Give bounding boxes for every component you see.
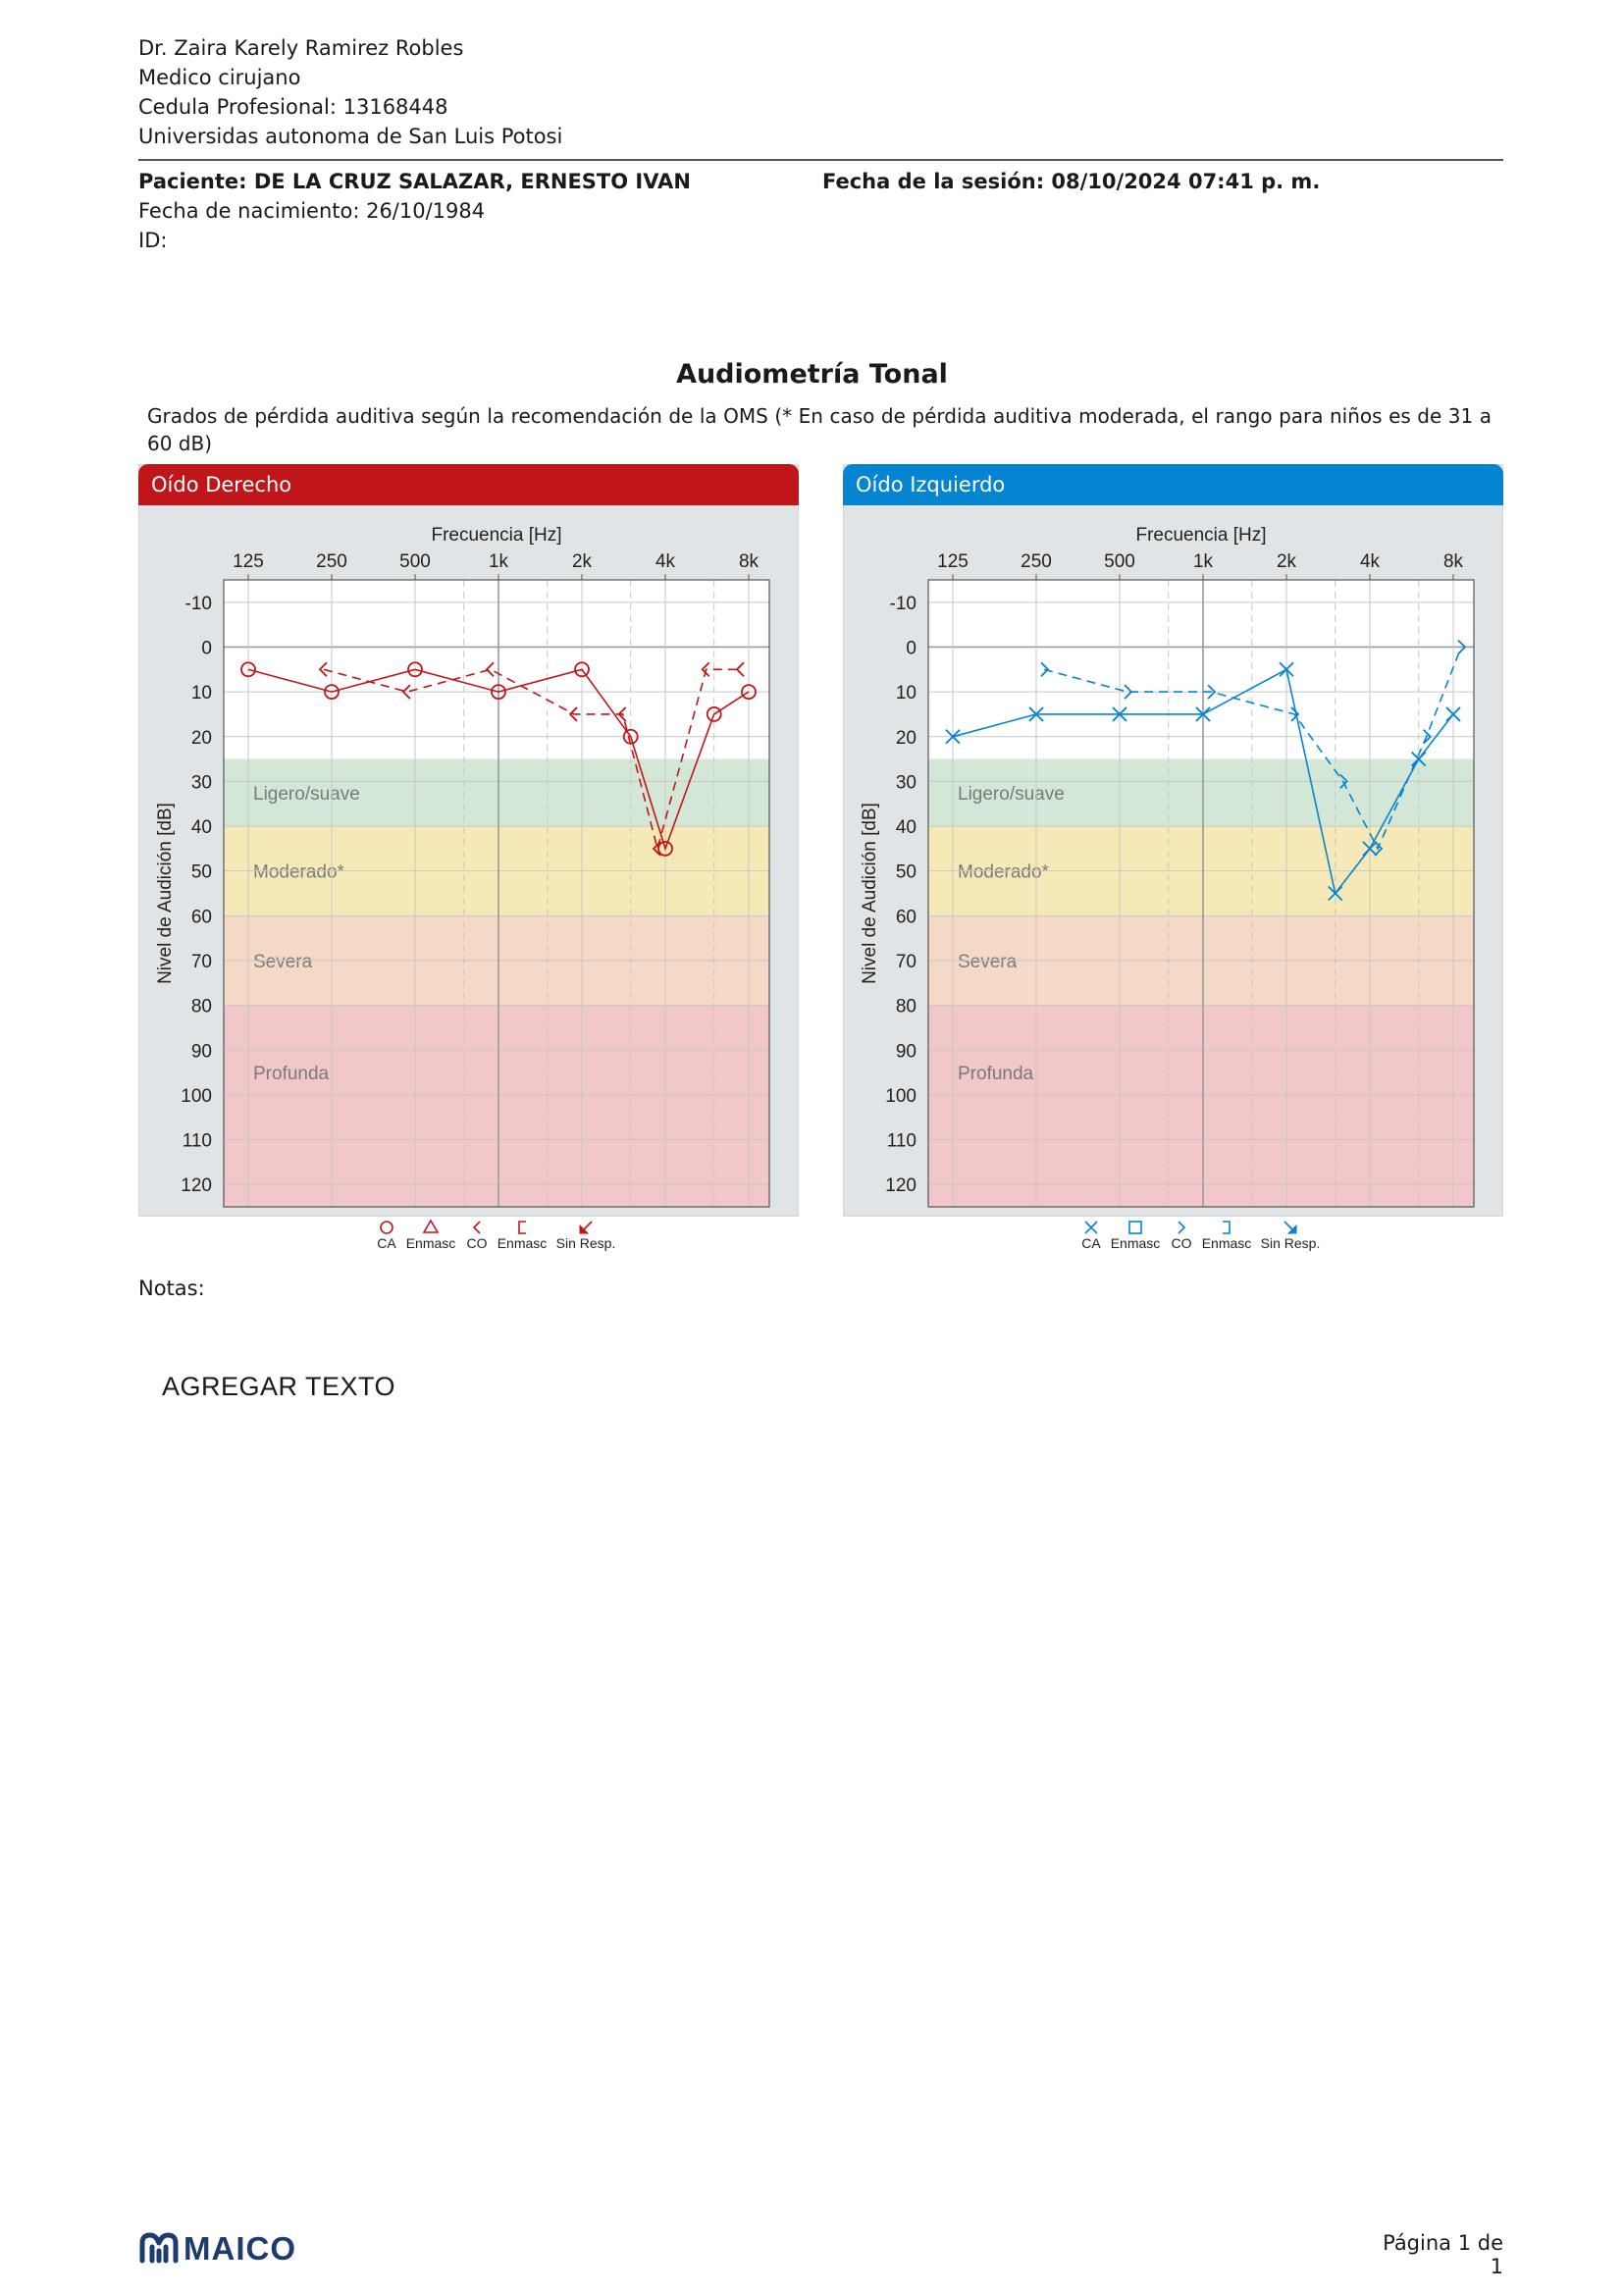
band-label: Ligero/suave bbox=[253, 783, 360, 805]
legend-icon bbox=[1085, 1222, 1097, 1233]
legend-label: CA bbox=[1081, 1235, 1101, 1251]
legend-icon bbox=[1223, 1222, 1230, 1233]
patient-birthdate: Fecha de nacimiento: 26/10/1984 bbox=[138, 199, 486, 223]
patient-id: ID: bbox=[138, 229, 168, 252]
doctor-license: Cedula Profesional: 13168448 bbox=[138, 95, 448, 119]
legend-label: Enmasc bbox=[1110, 1235, 1161, 1251]
legend-label: CO bbox=[1171, 1235, 1192, 1251]
legend-masked-ca-icon bbox=[424, 1221, 438, 1232]
legend-ca-icon bbox=[381, 1222, 393, 1233]
x-tick-label: 500 bbox=[399, 551, 431, 572]
header-divider bbox=[138, 159, 1503, 161]
y-tick-label: 50 bbox=[190, 861, 212, 883]
y-tick-label: 90 bbox=[895, 1041, 917, 1063]
y-tick-label: 120 bbox=[181, 1175, 212, 1197]
legend-co-icon bbox=[1179, 1222, 1184, 1233]
right-ear-header: Oído Derecho bbox=[138, 464, 799, 505]
doctor-name: Dr. Zaira Karely Ramirez Robles bbox=[138, 36, 464, 60]
y-tick-label: 80 bbox=[190, 996, 212, 1017]
y-tick-label: 40 bbox=[895, 817, 917, 839]
legend-label: CO bbox=[466, 1235, 488, 1251]
y-tick-label: 60 bbox=[190, 907, 212, 928]
x-tick-label: 125 bbox=[233, 551, 264, 572]
x-tick-label: 500 bbox=[1104, 551, 1135, 572]
y-tick-label: 10 bbox=[190, 683, 212, 704]
y-axis-label: Nivel de Audición [dB] bbox=[860, 803, 880, 984]
patient-name: Paciente: DE LA CRUZ SALAZAR, ERNESTO IVAN bbox=[138, 170, 691, 193]
doctor-university: Universidas autonoma de San Luis Potosi bbox=[138, 125, 563, 148]
x-tick-label: 8k bbox=[1442, 551, 1464, 572]
x-axis-label: Frecuencia [Hz] bbox=[431, 525, 562, 546]
y-tick-label: 100 bbox=[181, 1085, 212, 1107]
legend-masked-ca-icon bbox=[1129, 1222, 1141, 1233]
y-tick-label: 0 bbox=[201, 638, 212, 659]
y-tick-label: 70 bbox=[895, 951, 917, 972]
left-ear-audiogram bbox=[844, 506, 1504, 1251]
y-tick-label: 10 bbox=[895, 683, 917, 704]
legend-label: Sin Resp. bbox=[555, 1235, 616, 1251]
x-tick-label: 250 bbox=[1021, 551, 1052, 572]
y-tick-label: 90 bbox=[190, 1041, 212, 1063]
notes-label: Notas: bbox=[138, 1277, 205, 1300]
x-tick-label: 4k bbox=[655, 551, 676, 572]
right-ear-panel bbox=[138, 464, 799, 1251]
legend-icon bbox=[424, 1221, 438, 1232]
band-label: Moderado* bbox=[253, 861, 344, 883]
brand-logo bbox=[138, 2227, 335, 2270]
patient-info bbox=[138, 167, 1503, 255]
y-tick-label: 110 bbox=[886, 1130, 917, 1152]
page-number: Página 1 de 1 bbox=[1383, 2231, 1503, 2278]
y-tick-label: 100 bbox=[885, 1085, 917, 1107]
band-label: Profunda bbox=[958, 1064, 1034, 1085]
x-tick-label: 4k bbox=[1359, 551, 1381, 572]
y-axis-label: Nivel de Audición [dB] bbox=[155, 803, 176, 984]
x-tick-label: 250 bbox=[316, 551, 347, 572]
legend-icon bbox=[519, 1222, 526, 1233]
left-ear-panel bbox=[843, 464, 1503, 1251]
band-label: Severa bbox=[958, 951, 1018, 972]
legend-label: Enmasc bbox=[1201, 1235, 1252, 1251]
report-title: Audiometría Tonal bbox=[676, 359, 948, 390]
legend-icon bbox=[1179, 1222, 1184, 1233]
x-tick-label: 2k bbox=[1276, 551, 1297, 572]
x-tick-label: 125 bbox=[937, 551, 969, 572]
legend-label: CA bbox=[377, 1235, 396, 1251]
y-tick-label: 120 bbox=[885, 1175, 917, 1197]
y-tick-label: 70 bbox=[190, 951, 212, 972]
legend-label: Enmasc bbox=[405, 1235, 456, 1251]
severity-band bbox=[928, 1006, 1474, 1207]
band-label: Profunda bbox=[253, 1064, 330, 1085]
legend-label: Sin Resp. bbox=[1260, 1235, 1321, 1251]
y-tick-label: 60 bbox=[895, 907, 917, 928]
legend-co-icon bbox=[474, 1222, 480, 1233]
y-tick-label: 50 bbox=[895, 861, 917, 883]
notes-text[interactable]: AGREGAR TEXTO bbox=[162, 1372, 396, 1401]
legend-icon bbox=[474, 1222, 480, 1233]
maico-logo-icon bbox=[138, 2227, 335, 2267]
legend-icon bbox=[381, 1222, 393, 1233]
band-label: Severa bbox=[253, 951, 313, 972]
y-tick-label: -10 bbox=[184, 593, 212, 614]
x-tick-label: 2k bbox=[571, 551, 593, 572]
right-ear-audiogram bbox=[139, 506, 800, 1251]
x-tick-label: 8k bbox=[738, 551, 760, 572]
y-tick-label: 110 bbox=[182, 1130, 212, 1152]
legend-label: Enmasc bbox=[497, 1235, 548, 1251]
y-tick-label: 20 bbox=[895, 727, 917, 749]
severity-band bbox=[224, 1006, 769, 1207]
brand-name: MAICO bbox=[183, 2230, 296, 2267]
legend-icon bbox=[1129, 1222, 1141, 1233]
doctor-info bbox=[138, 33, 562, 151]
legend-masked-co-icon bbox=[1223, 1222, 1230, 1233]
legend-masked-co-icon bbox=[519, 1222, 526, 1233]
y-tick-label: -10 bbox=[889, 593, 917, 614]
x-axis-label: Frecuencia [Hz] bbox=[1135, 525, 1267, 546]
band-label: Ligero/suave bbox=[958, 783, 1065, 805]
report-description: Grados de pérdida auditiva según la recomendación de la OMS (* En caso de pérdida auditiva moderada, el rango para niños es de 31 a 60 dB) bbox=[147, 404, 1492, 455]
x-tick-label: 1k bbox=[1192, 551, 1214, 572]
left-ear-header: Oído Izquierdo bbox=[843, 464, 1503, 505]
session-date: Fecha de la sesión: 08/10/2024 07:41 p. m. bbox=[822, 170, 1321, 193]
y-tick-label: 20 bbox=[190, 727, 212, 749]
y-tick-label: 0 bbox=[906, 638, 917, 659]
y-tick-label: 80 bbox=[895, 996, 917, 1017]
y-tick-label: 30 bbox=[190, 772, 212, 794]
legend-ca-icon bbox=[1085, 1222, 1097, 1233]
doctor-specialty: Medico cirujano bbox=[138, 66, 301, 89]
y-tick-label: 30 bbox=[895, 772, 917, 794]
x-tick-label: 1k bbox=[488, 551, 509, 572]
y-tick-label: 40 bbox=[190, 817, 212, 839]
band-label: Moderado* bbox=[958, 861, 1049, 883]
